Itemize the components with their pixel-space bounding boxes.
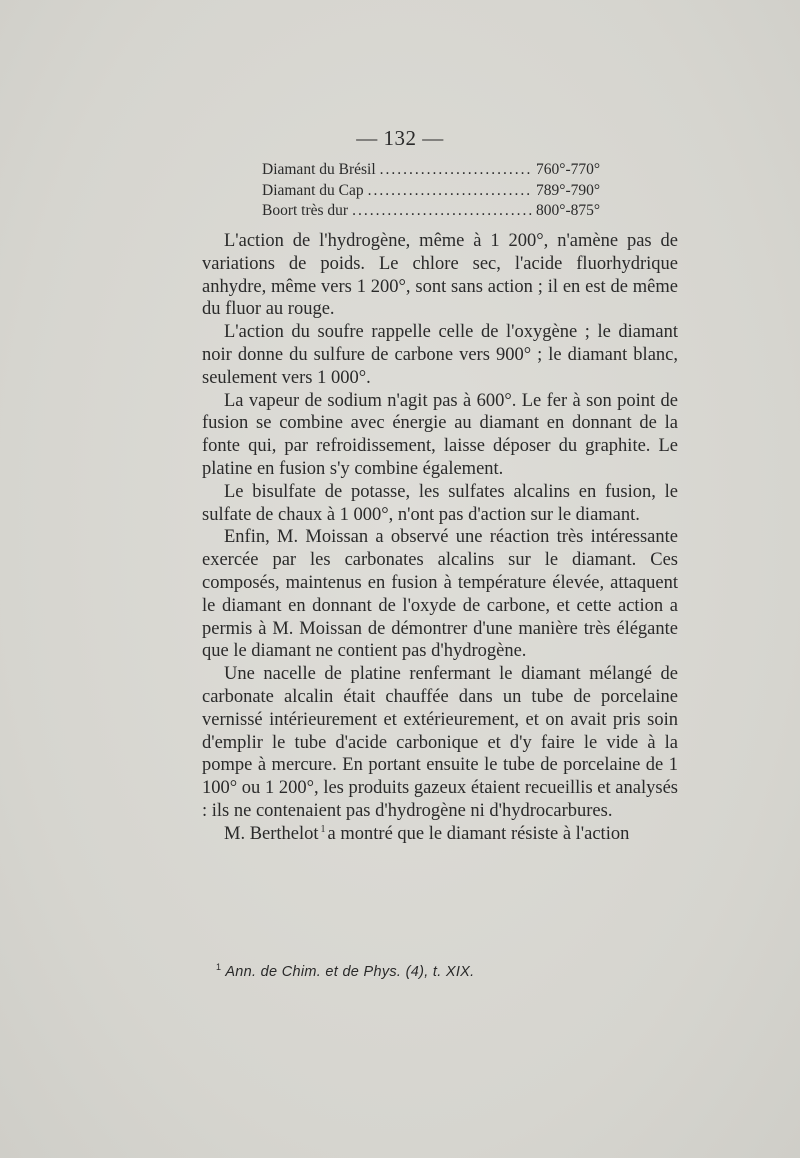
- table-row: [262, 181, 622, 202]
- table-row-label: Diamant du Brésil: [262, 161, 376, 178]
- table-row-value: 760°-770°: [536, 161, 601, 178]
- paragraph-bisulfate: Le bisulfate de potasse, les sulfates alcalins en fusion, le sulfate de chaux à 1 000°, n'ont pas d'action sur le diamant.: [202, 481, 678, 525]
- leader-dots: [352, 201, 532, 222]
- paragraph-sodium: La vapeur de sodium n'agit pas à 600°. Le fer à son point de fusion se combine avec énergie au diamant en donnant de la fonte qui, par refroidissement, laisse déposer du graphite. Le platine en fusion s'y combine également.: [202, 390, 678, 479]
- table-row-value: 800°-875°: [536, 202, 601, 219]
- page-number: — 132 —: [356, 126, 444, 150]
- paragraph-hydrogen: L'action de l'hydrogène, même à 1 200°, n'amène pas de variations de poids. Le chlore sec, l'acide fluorhydrique anhydre, même vers 1 200°, sont sans action ; il en est de même du fluor au rouge.: [202, 231, 678, 320]
- leader-dots: [368, 181, 532, 202]
- footnote-text: Ann. de Chim. et de Phys. (4), t. XIX.: [225, 963, 475, 980]
- paragraph-moissan: Enfin, M. Moissan a observé une réaction très intéressante exercée par les carbonates alcalins sur le diamant. Ces composés, maintenus en fusion à température élevée, attaquent le diamant en donnant de l'oxyde de carbone, et cette action a permis à M. Moissan de démontrer d'une manière très élégante que le diamant ne contient pas d'hydrogène.: [202, 527, 678, 662]
- table-row-label: Diamant du Cap: [262, 181, 364, 199]
- berthelot-text-end: a montré que le diamant résiste à l'action: [327, 823, 630, 844]
- footnote-reference: 1: [320, 823, 326, 835]
- table-row-value: 789°-790°: [536, 181, 601, 199]
- table-row: [262, 160, 622, 181]
- berthelot-text-start: M. Berthelot: [224, 823, 319, 844]
- paragraph-berthelot: [202, 823, 678, 846]
- table-row: [262, 201, 622, 222]
- paragraph-sulfur: L'action du soufre rappelle celle de l'oxygène ; le diamant noir donne du sulfure de carbone vers 900° ; le diamant blanc, seulement vers 1 000°.: [202, 322, 678, 388]
- paragraph-nacelle: Une nacelle de platine renfermant le diamant mélangé de carbonate alcalin était chauffée dans un tube de porcelaine vernissé intérieurement et extérieurement, et on avait pris soin d'emplir le tube d'acide carbonique et d'y faire le vide à la pompe à mercure. En portant ensuite le tube de porcelaine de 1 100° ou 1 200°, les produits gazeux étaient recueillis et analysés : ils ne contenaient pas d'hydrogène ni d'hydrocarbures.: [202, 664, 678, 821]
- footnote: [216, 962, 676, 980]
- body-text: [202, 230, 678, 846]
- footnote-marker: 1: [216, 962, 222, 972]
- leader-dots: [380, 160, 532, 181]
- temperature-table: [262, 160, 622, 222]
- table-row-label: Boort très dur: [262, 202, 349, 219]
